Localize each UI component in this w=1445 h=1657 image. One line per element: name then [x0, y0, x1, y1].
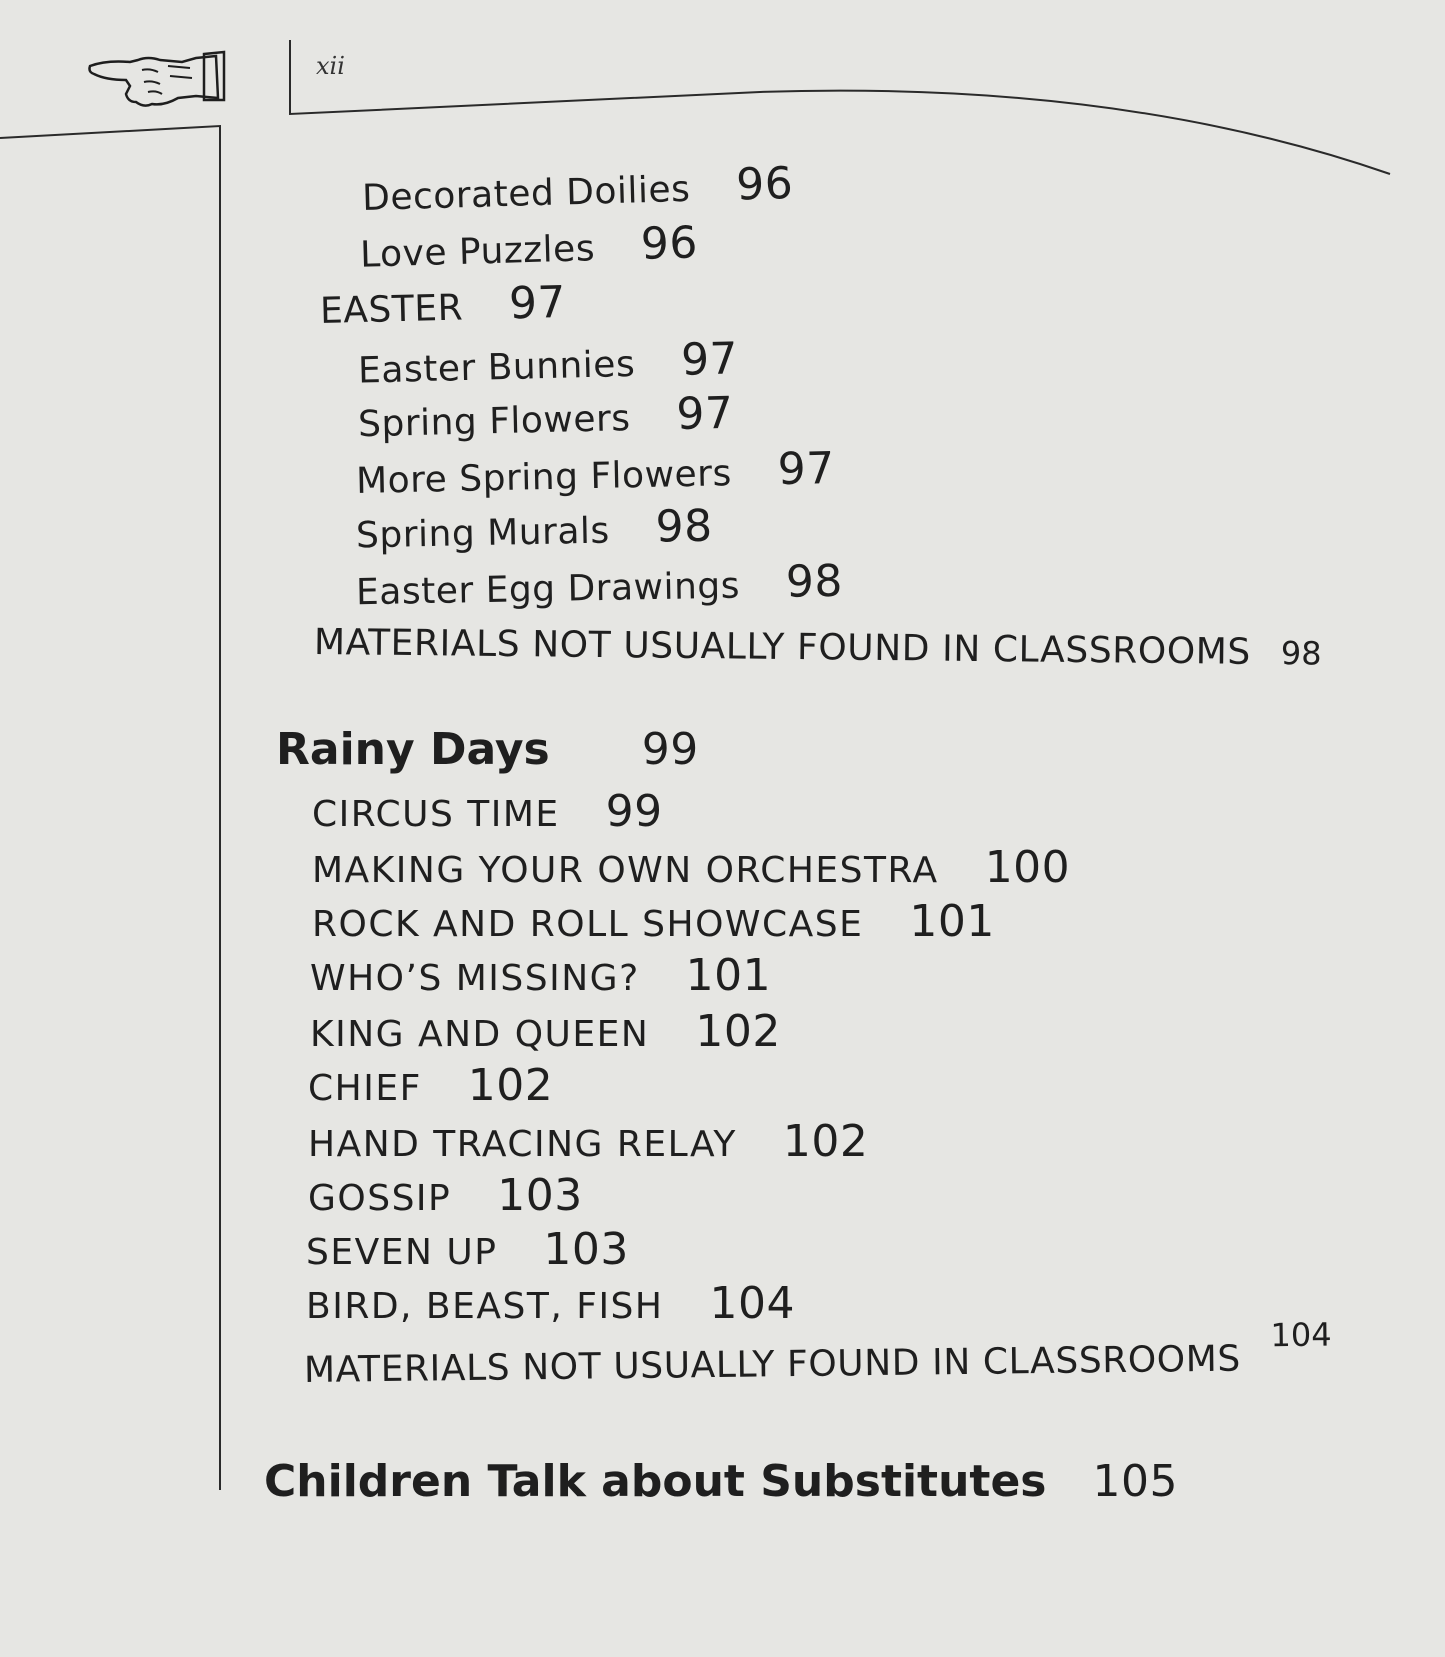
toc-entry-page: 100: [984, 842, 1071, 893]
toc-entry-page: 96: [640, 217, 699, 270]
toc-entry-label: CIRCUS TIME: [312, 794, 560, 835]
toc-entry: [312, 786, 663, 837]
toc-entry-page: 105: [1092, 1456, 1178, 1507]
toc-entry: [361, 158, 794, 221]
toc-entry-label: Spring Flowers: [357, 398, 632, 446]
toc-entry-label: WHO’S MISSING?: [310, 958, 640, 999]
toc-entry-label: BIRD, BEAST, FISH: [306, 1286, 664, 1327]
toc-entry: [357, 388, 734, 448]
toc-entry-label: Easter Egg Drawings: [355, 565, 741, 614]
toc-entry-label: MATERIALS NOT USUALLY FOUND IN CLASSROOMS: [303, 1338, 1242, 1391]
toc-entry-page: 101: [909, 896, 995, 947]
toc-entry: [319, 277, 566, 334]
toc-entry-page: 99: [641, 724, 699, 775]
page-number: xii: [316, 52, 345, 80]
toc-entry-label: CHIEF: [308, 1068, 422, 1109]
toc-entry-page: 103: [543, 1224, 629, 1275]
toc-entry: [357, 333, 738, 393]
toc-entry: [356, 443, 836, 504]
toc-entry-page: 96: [735, 157, 794, 211]
toc-entry-page: 99: [605, 786, 663, 837]
toc-section-heading: [276, 724, 699, 775]
toc-entry: [306, 1278, 795, 1329]
toc-entry-page: 102: [695, 1006, 781, 1057]
toc-entry: [359, 217, 698, 277]
toc-entry: [356, 556, 844, 615]
toc-entry-label: More Spring Flowers: [355, 453, 733, 503]
toc-entry-page: 103: [497, 1170, 583, 1221]
toc-entry-label: MATERIALS NOT USUALLY FOUND IN CLASSROOMS: [313, 622, 1252, 673]
toc-entry-label: Spring Murals: [355, 510, 611, 557]
toc-entry: [356, 501, 714, 559]
toc-entry: [310, 950, 771, 1001]
toc-entry-label: GOSSIP: [308, 1178, 452, 1219]
toc-entry: [310, 1006, 781, 1057]
toc-entry-page: 102: [782, 1116, 869, 1167]
toc-entry-page: 98: [655, 500, 714, 553]
toc-section-heading: [264, 1456, 1178, 1507]
toc-entry-page: 98: [785, 555, 844, 608]
toc-entry: [308, 1060, 553, 1111]
toc-entry-page: 104: [709, 1278, 795, 1329]
toc-entry-page: 102: [467, 1060, 554, 1111]
toc-entry: [303, 1315, 1332, 1391]
toc-entry-page: 97: [680, 333, 739, 386]
toc-entry-label: KING AND QUEEN: [310, 1014, 650, 1055]
toc-entry: [308, 1170, 583, 1221]
toc-entry-page: 97: [777, 442, 836, 496]
toc-entry-page: 104: [1270, 1315, 1332, 1355]
toc-entry: [306, 1224, 629, 1275]
toc-entry-label: SEVEN UP: [306, 1232, 498, 1273]
toc-entry: [312, 896, 995, 947]
toc-entry-label: Easter Bunnies: [357, 343, 636, 392]
toc-entry: [314, 622, 1322, 674]
toc-entry: [308, 1116, 868, 1167]
toc-entry-label: MAKING YOUR OWN ORCHESTRA: [312, 850, 939, 891]
toc-entry-page: 101: [685, 950, 772, 1001]
toc-entry: [312, 842, 1070, 893]
toc-entry-label: Decorated Doilies: [361, 168, 691, 220]
toc-entry-label: ROCK AND ROLL SHOWCASE: [312, 904, 864, 945]
toc-entry-label: Love Puzzles: [359, 228, 596, 276]
toc-entry-label: Children Talk about Substitutes: [264, 1456, 1047, 1507]
toc-entry-page: 97: [508, 277, 567, 330]
toc-entry-page: 97: [675, 387, 735, 441]
toc-entry-label: EASTER: [319, 287, 464, 332]
toc-entry-label: Rainy Days: [276, 724, 550, 775]
toc-entry-page: 98: [1280, 634, 1322, 673]
toc-entry-label: HAND TRACING RELAY: [308, 1124, 737, 1165]
